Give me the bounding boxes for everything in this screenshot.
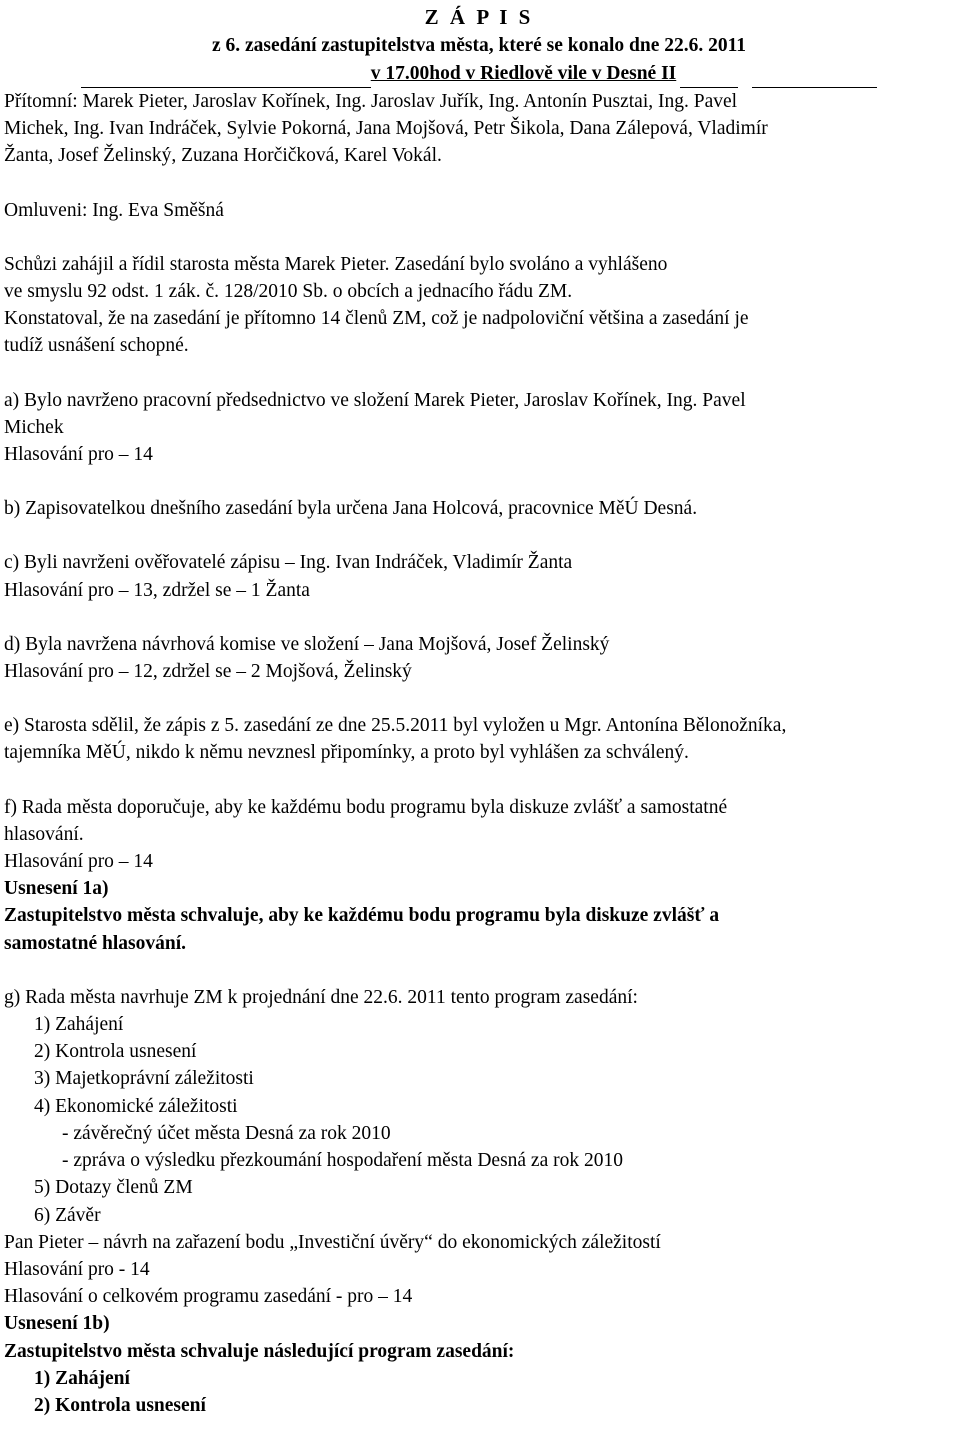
present-line: Žanta, Josef Želinský, Zuzana Horčičková, Karel Vokál. [4,145,442,167]
point-e [4,712,954,766]
point-c-vote: Hlasování pro – 13, zdržel se – 1 Žanta [4,579,310,601]
document-title: Z Á P I S [424,5,534,29]
resolution-1a-text: samostatné hlasování. [4,932,187,954]
opening-line: ve smyslu 92 odst. 1 zák. č. 128/2010 Sb. o obcích a jednacího řádu ZM. [4,281,573,303]
point-c [4,549,954,603]
amendment-proposal: Pan Pieter – návrh na zařazení bodu „Investiční úvěry“ do ekonomických záležitostí [4,1231,661,1253]
meeting-place-line [4,60,954,88]
spacer [4,224,954,251]
point-c-line: c) Byli navrženi ověřovatelé zápisu – Ing. Ivan Indráček, Vladimír Žanta [4,552,573,574]
program-item: 4) Ekonomické záležitosti [34,1095,238,1117]
present-line: Michek, Ing. Ivan Indráček, Sylvie Pokorná, Jana Mojšová, Petr Šikola, Dana Zálepová, Vladimír [4,118,768,140]
point-a [4,387,954,469]
overall-program-vote: Hlasování o celkovém programu zasedání - pro – 14 [4,1286,413,1308]
underline-lead [81,69,371,88]
point-a-line: Michek [4,416,64,438]
point-f-line: f) Rada města doporučuje, aby ke každému bodu programu byla diskuze zvlášť a samostatné [4,796,728,818]
point-d-line: d) Byla navržena návrhová komise ve složení – Jana Mojšová, Josef Želinský [4,633,610,655]
point-f [4,794,954,957]
resolution-1b-item: 1) Zahájení [34,1367,130,1389]
opening-line: Schůzi zahájil a řídil starosta města Marek Pieter. Zasedání bylo svoláno a vyhlášeno [4,253,668,275]
point-g [4,984,954,1419]
spacer [4,957,954,984]
program-item: 6) Závěr [34,1204,101,1226]
amendment-vote: Hlasování pro - 14 [4,1258,150,1280]
program-item: 2) Kontrola usnesení [34,1041,197,1063]
opening-line: Konstatoval, že na zasedání je přítomno 14 členů ZM, což je nadpoloviční většina a zasedání je [4,308,749,330]
meeting-place: v 17.00hod v Riedlově vile v Desné II [370,63,677,84]
point-b: b) Zapisovatelkou dnešního zasedání byla určena Jana Holcová, pracovnice MěÚ Desná. [4,498,698,520]
point-a-vote: Hlasování pro – 14 [4,444,153,466]
point-g-intro: g) Rada města navrhuje ZM k projednání dne 22.6. 2011 tento program zasedání: [4,986,638,1008]
point-f-vote: Hlasování pro – 14 [4,851,153,873]
underline-trail-2 [752,69,877,88]
underline-trail [680,69,738,88]
point-d [4,631,954,685]
point-e-line: tajemníka MěÚ, nikdo k němu nevznesl připomínky, a proto byl vyhlášen za schválený. [4,742,689,764]
point-a-line: a) Bylo navrženo pracovní předsednictvo ve složení Marek Pieter, Jaroslav Kořínek, Ing. Pavel [4,389,746,411]
resolution-1b-title: Usnesení 1b) [4,1313,110,1335]
program-item: 5) Dotazy členů ZM [34,1177,193,1199]
attendance-present [4,88,954,170]
spacer [4,767,954,794]
point-e-line: e) Starosta sdělil, že zápis z 5. zasedání ze dne 25.5.2011 byl vyložen u Mgr. Antonína Bělonožníka, [4,715,787,737]
program-item: 1) Zahájení [34,1014,124,1036]
meeting-subtitle: z 6. zasedání zastupitelstva města, které se konalo dne 22.6. 2011 [211,35,747,56]
spacer [4,685,954,712]
resolution-1b-item: 2) Kontrola usnesení [34,1394,206,1416]
document-page [4,0,954,1419]
spacer [4,604,954,631]
spacer [4,170,954,197]
program-subitem: - zpráva o výsledku přezkoumání hospodaření města Desná za rok 2010 [62,1150,623,1172]
program-subitem: - závěrečný účet města Desná za rok 2010 [62,1122,391,1144]
opening-line: tudíž usnášení schopné. [4,335,189,357]
spacer [4,468,954,495]
point-f-line: hlasování. [4,823,84,845]
present-line: Přítomní: Marek Pieter, Jaroslav Kořínek, Ing. Jaroslav Juřík, Ing. Antonín Pusztai, Ing. Pavel [4,91,738,112]
resolution-1b-text: Zastupitelstvo města schvaluje následující program zasedání: [4,1340,515,1362]
point-d-vote: Hlasování pro – 12, zdržel se – 2 Mojšová, Želinský [4,661,412,683]
spacer [4,522,954,549]
resolution-1a-text: Zastupitelstvo města schvaluje, aby ke každému bodu programu byla diskuze zvlášť a [4,905,720,927]
attendance-excused: Omluveni: Ing. Eva Směšná [4,199,224,221]
resolution-1a-title: Usnesení 1a) [4,878,109,900]
program-item: 3) Majetkoprávní záležitosti [34,1068,254,1090]
opening-paragraph [4,251,954,360]
spacer [4,360,954,387]
